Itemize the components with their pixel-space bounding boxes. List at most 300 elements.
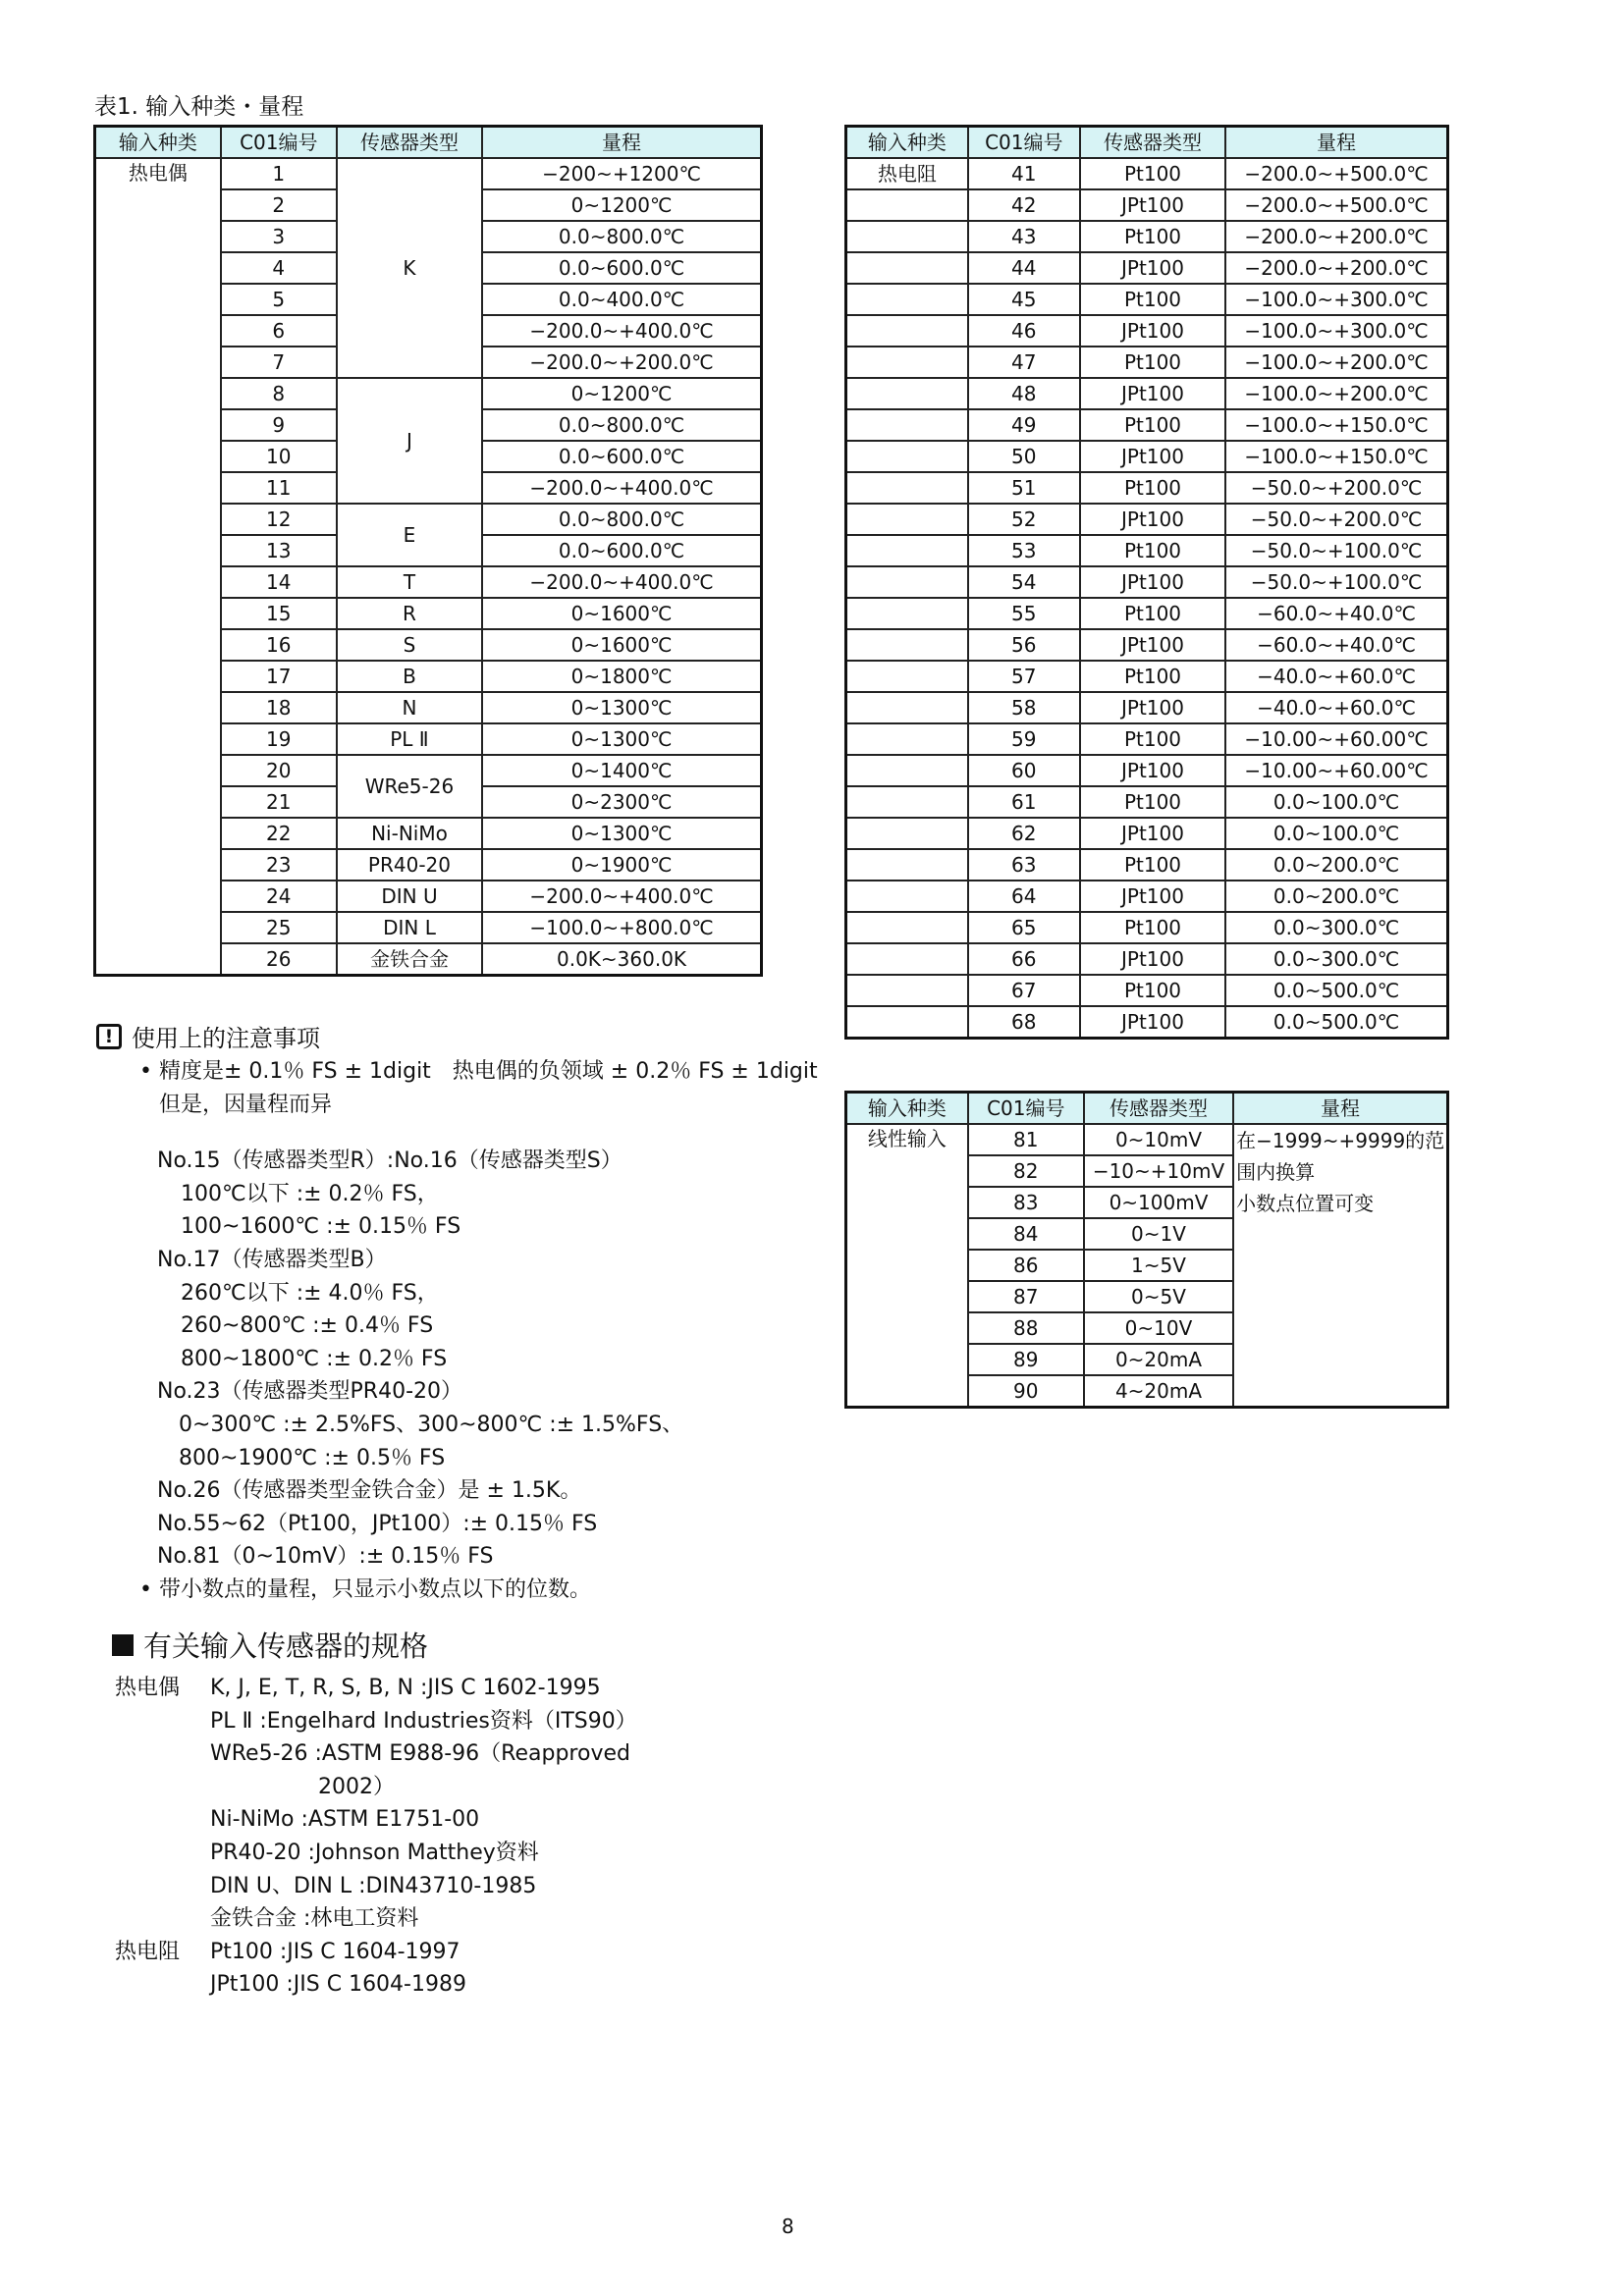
c01-number-cell: 6 [221,315,337,347]
column-header: 传感器类型 [1080,127,1225,159]
c01-number-cell: 12 [221,504,337,535]
table-row [846,504,1448,535]
sensor-type-cell: Pt100 [1080,598,1225,629]
note-line: No.23（传感器类型PR40-20） [157,1379,462,1405]
c01-number-cell: 87 [968,1281,1084,1312]
input-category-cell [846,912,968,943]
spec-text: PL Ⅱ :Engelhard Industries资料（ITS90） [210,1708,637,1734]
range-cell: 0~1600℃ [482,598,761,629]
input-category-cell [846,723,968,755]
c01-number-cell: 23 [221,849,337,881]
note-line: 800~1900℃ :± 0.5％ FS [179,1445,446,1470]
c01-number-cell: 17 [221,661,337,692]
c01-number-cell: 89 [968,1344,1084,1375]
black-square-icon [112,1634,134,1656]
range-cell: −200.0~+200.0℃ [1225,252,1447,284]
c01-number-cell: 9 [221,409,337,441]
sensor-type-cell: T [337,566,482,598]
c01-number-cell: 86 [968,1250,1084,1281]
range-cell: −100.0~+200.0℃ [1225,378,1447,409]
spec-line [115,1803,637,1837]
c01-number-cell: 42 [968,189,1080,221]
sensor-type-cell: J [337,378,482,504]
range-cell: −200~+1200℃ [482,158,761,189]
range-line: 围内换算 [1236,1160,1316,1184]
c01-number-cell: 25 [221,912,337,943]
range-cell: 0.0~300.0℃ [1225,943,1447,975]
c01-number-cell: 54 [968,566,1080,598]
input-category-cell: 热电阻 [846,158,968,189]
input-category-cell [846,975,968,1006]
c01-number-cell: 83 [968,1187,1084,1218]
range-cell [1233,1124,1447,1408]
input-category-cell [846,441,968,472]
table-row [846,755,1448,786]
table-row [846,158,1448,189]
range-cell: 0.0~100.0℃ [1225,818,1447,849]
input-category-cell [846,881,968,912]
input-category-cell [846,504,968,535]
sensor-type-cell: Pt100 [1080,284,1225,315]
range-cell: 0~1400℃ [482,755,761,786]
spec-line [115,1705,637,1738]
sensor-type-cell: 1~5V [1084,1250,1233,1281]
sensor-type-cell: JPt100 [1080,504,1225,535]
spec-line [115,1968,637,2002]
c01-number-cell: 7 [221,347,337,378]
input-category-cell [846,566,968,598]
range-cell: 0.0~200.0℃ [1225,849,1447,881]
table-row [95,158,762,189]
range-cell: −10.00~+60.00℃ [1225,755,1447,786]
range-cell: −50.0~+100.0℃ [1225,566,1447,598]
input-category-cell [846,629,968,661]
input-category-cell [846,1006,968,1039]
c01-number-cell: 11 [221,472,337,504]
input-category-cell [846,943,968,975]
range-cell: 0~1600℃ [482,629,761,661]
spec-text: Ni-NiMo :ASTM E1751-00 [210,1807,480,1833]
sensor-type-cell: −10~+10mV [1084,1155,1233,1187]
sensor-type-cell: JPt100 [1080,881,1225,912]
range-cell: −50.0~+100.0℃ [1225,535,1447,566]
spec-category-label [115,1837,210,1870]
note-line: 260℃以下 :± 4.0％ FS， [181,1280,439,1306]
range-cell: −60.0~+40.0℃ [1225,598,1447,629]
range-cell: −100.0~+300.0℃ [1225,315,1447,347]
range-cell: 0~1200℃ [482,378,761,409]
c01-number-cell: 14 [221,566,337,598]
spec-text: Pt100 :JIS C 1604-1997 [210,1939,460,1964]
table-row [846,849,1448,881]
note-line: No.55~62（Pt100，JPt100）:± 0.15％ FS [157,1511,598,1536]
c01-number-cell: 67 [968,975,1080,1006]
range-cell: 0.0~200.0℃ [1225,881,1447,912]
sensor-type-cell: R [337,598,482,629]
note-line: No.15（传感器类型R）:No.16（传感器类型S） [157,1148,623,1174]
range-cell: 0~1300℃ [482,692,761,723]
range-cell: 0.0~600.0℃ [482,252,761,284]
range-cell: 0.0~800.0℃ [482,221,761,252]
sensor-type-cell: Pt100 [1080,661,1225,692]
range-cell: 0.0~400.0℃ [482,284,761,315]
range-cell: −60.0~+40.0℃ [1225,629,1447,661]
notes-body [139,1055,818,1607]
specs-title [112,1625,428,1665]
range-cell: −40.0~+60.0℃ [1225,661,1447,692]
sensor-type-cell: JPt100 [1080,943,1225,975]
sensor-type-cell: Pt100 [1080,849,1225,881]
sensor-type-cell: 0~100mV [1084,1187,1233,1218]
c01-number-cell: 81 [968,1124,1084,1155]
sensor-type-cell: 0~1V [1084,1218,1233,1250]
input-category-cell [846,818,968,849]
sensor-type-cell: S [337,629,482,661]
sensor-type-cell: JPt100 [1080,441,1225,472]
input-category-cell [846,347,968,378]
column-header: 量程 [1225,127,1447,159]
range-cell: 0~1300℃ [482,723,761,755]
c01-number-cell: 47 [968,347,1080,378]
range-cell: 0.0~300.0℃ [1225,912,1447,943]
c01-number-cell: 68 [968,1006,1080,1039]
input-category-cell [846,284,968,315]
table-row [846,347,1448,378]
spec-line [115,1870,637,1903]
sensor-type-cell: JPt100 [1080,315,1225,347]
notes-title-text: 使用上的注意事项 [132,1025,320,1052]
sensor-type-cell: Pt100 [1080,912,1225,943]
input-category-cell [846,252,968,284]
input-category-cell [846,315,968,347]
range-cell: −100.0~+200.0℃ [1225,347,1447,378]
sensor-type-cell: Pt100 [1080,535,1225,566]
c01-number-cell: 16 [221,629,337,661]
spec-category-label [115,1771,210,1804]
sensor-type-cell: JPt100 [1080,252,1225,284]
input-category-cell [846,409,968,441]
sensor-type-cell: 0~20mA [1084,1344,1233,1375]
c01-number-cell: 5 [221,284,337,315]
note-line: 260~800℃ :± 0.4％ FS [181,1313,434,1339]
range-line: 小数点位置可变 [1236,1192,1375,1215]
sensor-type-cell: 金铁合金 [337,943,482,976]
table-row [846,472,1448,504]
c01-number-cell: 1 [221,158,337,189]
c01-number-cell: 26 [221,943,337,976]
note-line: 但是，因量程而异 [159,1092,333,1117]
column-header: 输入种类 [95,127,221,159]
c01-number-cell: 90 [968,1375,1084,1408]
c01-number-cell: 19 [221,723,337,755]
sensor-type-cell: PL Ⅱ [337,723,482,755]
page-number: 8 [782,2215,794,2238]
column-header: C01编号 [221,127,337,159]
sensor-type-cell: Pt100 [1080,347,1225,378]
range-cell: 0.0K~360.0K [482,943,761,976]
input-category-cell [846,189,968,221]
c01-number-cell: 15 [221,598,337,629]
range-cell: −50.0~+200.0℃ [1225,472,1447,504]
table2-rtd [844,125,1449,1040]
spec-line [115,1936,637,1969]
spec-line [115,1837,637,1870]
sensor-type-cell: Pt100 [1080,786,1225,818]
sensor-type-cell: Pt100 [1080,221,1225,252]
note-line [139,1121,818,1145]
column-header: 传感器类型 [1084,1093,1233,1125]
specs-body [115,1672,637,2002]
range-cell: −200.0~+200.0℃ [1225,221,1447,252]
spec-text: 金铁合金 :林电工资料 [210,1906,419,1932]
sensor-type-cell: Pt100 [1080,409,1225,441]
sensor-type-cell: DIN U [337,881,482,912]
range-cell: −200.0~+400.0℃ [482,472,761,504]
input-category-cell: 线性输入 [846,1124,968,1408]
c01-number-cell: 88 [968,1312,1084,1344]
c01-number-cell: 55 [968,598,1080,629]
input-category-cell [846,755,968,786]
table-row [846,189,1448,221]
range-cell: −10.00~+60.00℃ [1225,723,1447,755]
table-row [846,221,1448,252]
table-row [846,975,1448,1006]
input-category-cell [846,849,968,881]
c01-number-cell: 22 [221,818,337,849]
input-category-cell [846,472,968,504]
column-header: C01编号 [968,1093,1084,1125]
range-cell: −100.0~+150.0℃ [1225,409,1447,441]
table-row [846,692,1448,723]
c01-number-cell: 21 [221,786,337,818]
c01-number-cell: 58 [968,692,1080,723]
c01-number-cell: 2 [221,189,337,221]
table-row [846,912,1448,943]
c01-number-cell: 60 [968,755,1080,786]
table-row [846,881,1448,912]
column-header: 量程 [482,127,761,159]
c01-number-cell: 46 [968,315,1080,347]
sensor-type-cell: JPt100 [1080,629,1225,661]
spec-line [115,1902,637,1936]
c01-number-cell: 56 [968,629,1080,661]
sensor-type-cell: 0~5V [1084,1281,1233,1312]
table-row [846,441,1448,472]
column-header: 传感器类型 [337,127,482,159]
range-cell: 0~2300℃ [482,786,761,818]
table-row [846,1006,1448,1039]
table-row [846,723,1448,755]
c01-number-cell: 64 [968,881,1080,912]
note-line: 100~1600℃ :± 0.15％ FS [181,1214,461,1240]
spec-category-label [115,1737,210,1771]
column-header: 量程 [1233,1093,1447,1125]
spec-category-label [115,1968,210,2002]
range-cell: 0~1200℃ [482,189,761,221]
spec-text: JPt100 :JIS C 1604-1989 [210,1972,466,1998]
sensor-type-cell: JPt100 [1080,566,1225,598]
table-row [846,409,1448,441]
sensor-type-cell: N [337,692,482,723]
sensor-type-cell: K [337,158,482,378]
spec-text: K, J, E, T, R, S, B, N :JIS C 1602-1995 [210,1676,601,1700]
sensor-type-cell: JPt100 [1080,189,1225,221]
input-category-cell [846,535,968,566]
range-cell: 0.0~500.0℃ [1225,1006,1447,1039]
table-row [846,629,1448,661]
spec-text: DIN U、DIN L :DIN43710-1985 [210,1873,537,1898]
c01-number-cell: 61 [968,786,1080,818]
range-cell: −100.0~+800.0℃ [482,912,761,943]
input-category-cell [846,598,968,629]
sensor-type-cell: Pt100 [1080,472,1225,504]
spec-category-label [115,1803,210,1837]
table-row [846,786,1448,818]
table-row [846,598,1448,629]
spec-category-label [115,1870,210,1903]
range-cell: 0.0~600.0℃ [482,441,761,472]
spec-category-label [115,1705,210,1738]
c01-number-cell: 65 [968,912,1080,943]
c01-number-cell: 82 [968,1155,1084,1187]
table-row [846,566,1448,598]
range-cell: −200.0~+400.0℃ [482,315,761,347]
c01-number-cell: 49 [968,409,1080,441]
table1-caption: 表1. 输入种类・量程 [94,94,304,120]
column-header: 输入种类 [846,127,968,159]
range-cell: 0.0~800.0℃ [482,409,761,441]
c01-number-cell: 66 [968,943,1080,975]
sensor-type-cell: WRe5-26 [337,755,482,818]
sensor-type-cell: E [337,504,482,566]
c01-number-cell: 45 [968,284,1080,315]
note-line: • 精度是± 0.1％ FS ± 1digit 热电偶的负领域 ± 0.2％ FS ± 1digit [139,1059,818,1084]
spec-category-label [115,1902,210,1936]
c01-number-cell: 13 [221,535,337,566]
input-category-cell: 热电偶 [95,158,221,976]
sensor-type-cell: JPt100 [1080,1006,1225,1039]
c01-number-cell: 50 [968,441,1080,472]
table3-linear-input [844,1091,1449,1409]
sensor-type-cell: B [337,661,482,692]
range-cell: 0.0~100.0℃ [1225,786,1447,818]
sensor-type-cell: 0~10mV [1084,1124,1233,1155]
spec-line [115,1672,637,1705]
sensor-type-cell: 0~10V [1084,1312,1233,1344]
table-row [846,378,1448,409]
range-cell: 0.0~800.0℃ [482,504,761,535]
table-row [846,943,1448,975]
sensor-type-cell: Pt100 [1080,975,1225,1006]
range-cell: −40.0~+60.0℃ [1225,692,1447,723]
c01-number-cell: 10 [221,441,337,472]
note-line: 800~1800℃ :± 0.2％ FS [181,1346,448,1371]
c01-number-cell: 44 [968,252,1080,284]
c01-number-cell: 57 [968,661,1080,692]
note-line: 100℃以下 :± 0.2％ FS， [181,1181,439,1206]
c01-number-cell: 20 [221,755,337,786]
column-header: C01编号 [968,127,1080,159]
sensor-type-cell: Pt100 [1080,723,1225,755]
note-line: • 带小数点的量程，只显示小数点以下的位数。 [139,1576,591,1602]
c01-number-cell: 48 [968,378,1080,409]
range-cell: −200.0~+400.0℃ [482,881,761,912]
sensor-type-cell: JPt100 [1080,755,1225,786]
c01-number-cell: 43 [968,221,1080,252]
sensor-type-cell: 4~20mA [1084,1375,1233,1408]
spec-category-label: 热电偶 [115,1676,181,1700]
sensor-type-cell: JPt100 [1080,378,1225,409]
notes-title [96,1019,320,1053]
spec-text: PR40-20 :Johnson Matthey资料 [210,1840,539,1865]
c01-number-cell: 53 [968,535,1080,566]
sensor-type-cell: Ni-NiMo [337,818,482,849]
range-cell: 0.0~500.0℃ [1225,975,1447,1006]
spec-text: 2002） [210,1774,395,1799]
table-row [846,315,1448,347]
input-category-cell [846,221,968,252]
c01-number-cell: 3 [221,221,337,252]
sensor-type-cell: PR40-20 [337,849,482,881]
c01-number-cell: 84 [968,1218,1084,1250]
range-cell: −200.0~+200.0℃ [482,347,761,378]
c01-number-cell: 18 [221,692,337,723]
input-category-cell [846,378,968,409]
spec-text: WRe5-26 :ASTM E988-96（Reapproved [210,1741,630,1767]
table-row [846,252,1448,284]
c01-number-cell: 59 [968,723,1080,755]
range-cell: 0~1800℃ [482,661,761,692]
range-cell: 0~1900℃ [482,849,761,881]
range-cell: 0.0~600.0℃ [482,535,761,566]
column-header: 输入种类 [846,1093,968,1125]
note-line: 0~300℃ :± 2.5%FS、300~800℃ :± 1.5%FS、 [179,1412,684,1437]
spec-line [115,1737,637,1771]
specs-title-text: 有关输入传感器的规格 [143,1629,429,1663]
table1-thermocouple [93,125,763,977]
range-cell: −100.0~+300.0℃ [1225,284,1447,315]
sensor-type-cell: DIN L [337,912,482,943]
warning-icon: ! [96,1024,122,1049]
table-row [846,818,1448,849]
c01-number-cell: 24 [221,881,337,912]
note-line: No.81（0~10mV）:± 0.15％ FS [157,1544,494,1570]
c01-number-cell: 63 [968,849,1080,881]
c01-number-cell: 51 [968,472,1080,504]
c01-number-cell: 52 [968,504,1080,535]
range-cell: −200.0~+500.0℃ [1225,158,1447,189]
range-line: 在−1999~+9999的范 [1236,1129,1445,1152]
sensor-type-cell: Pt100 [1080,158,1225,189]
c01-number-cell: 62 [968,818,1080,849]
sensor-type-cell: JPt100 [1080,692,1225,723]
input-category-cell [846,692,968,723]
range-cell: −100.0~+150.0℃ [1225,441,1447,472]
c01-number-cell: 41 [968,158,1080,189]
spec-category-label: 热电阻 [115,1939,181,1964]
c01-number-cell: 8 [221,378,337,409]
range-cell: 0~1300℃ [482,818,761,849]
table-row [846,284,1448,315]
range-cell: −200.0~+500.0℃ [1225,189,1447,221]
table-row [846,1124,1448,1155]
input-category-cell [846,661,968,692]
sensor-type-cell: JPt100 [1080,818,1225,849]
spec-line [115,1771,637,1804]
range-cell: −200.0~+400.0℃ [482,566,761,598]
range-cell: −50.0~+200.0℃ [1225,504,1447,535]
table-row [846,535,1448,566]
